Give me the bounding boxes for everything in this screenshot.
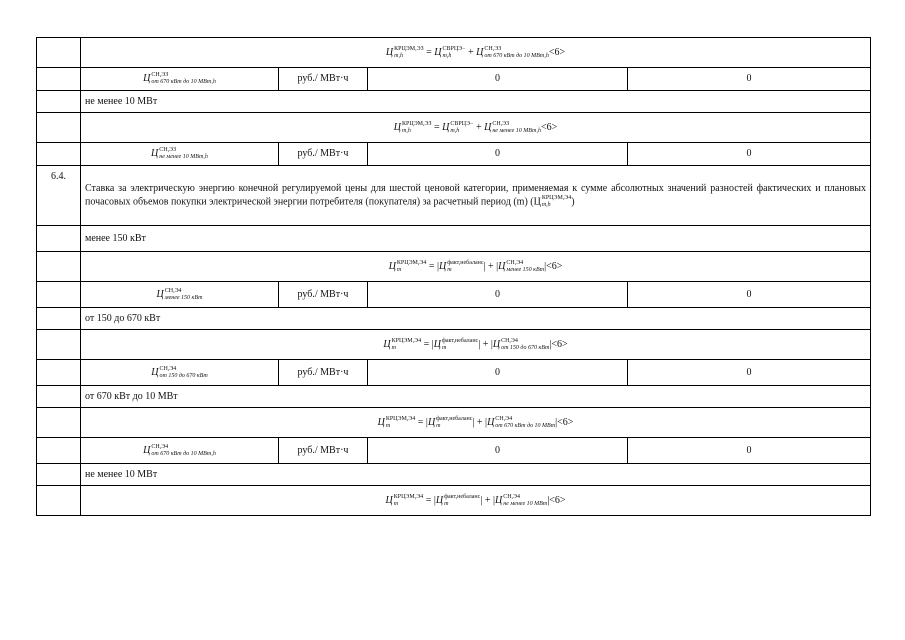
- category-heading: менее 150 кВт: [81, 226, 871, 252]
- formula-cell: [81, 252, 871, 282]
- tariff-symbol-cell: Ц СН,Э4 от 670 кВт до 10 МВт,h: [81, 438, 279, 464]
- value-row-not-less-10mw: [37, 143, 871, 166]
- tariff-symbol-cell: Ц СН,Э4 менее 150 кВт: [81, 282, 279, 308]
- formula: Ц КРЦЭМ,Э4 m = |Ц факт,небаланс m | + |Ц СН,Э4 менее 150 кВт |<6>: [388, 259, 563, 273]
- formula-cell: [81, 113, 871, 143]
- formula-cell: [81, 330, 871, 360]
- value-cell-2: 0: [628, 282, 871, 308]
- unit-cell: руб./ МВт·ч: [279, 68, 368, 91]
- header-row-less-150kw: [37, 226, 871, 252]
- value-row-670-10mw: [37, 68, 871, 91]
- number-cell: [37, 38, 81, 68]
- value-cell-2: 0: [628, 143, 871, 166]
- document-page: [36, 37, 870, 516]
- category-heading: не менее 10 МВт: [81, 464, 871, 486]
- formula-row-less-150kw: [37, 252, 871, 282]
- section-number: 6.4.: [37, 166, 81, 226]
- value-row-less-150kw: [37, 282, 871, 308]
- category-heading: от 670 кВт до 10 МВт: [81, 386, 871, 408]
- formula: Ц КРЦЭМ,ЭЗ m,h = Ц СВРЦЭ− m,h + Ц СН,ЭЗ от 670 кВт до 10 МВт,h <6>: [385, 45, 566, 59]
- unit-cell: руб./ МВт·ч: [279, 143, 368, 166]
- unit-cell: руб./ МВт·ч: [279, 282, 368, 308]
- header-row-not-less-10mw-e4: [37, 464, 871, 486]
- value-cell-1: 0: [368, 68, 628, 91]
- tariff-symbol-cell: Ц СН,ЭЗ не менее 10 МВт,h: [81, 143, 279, 166]
- value-row-150-670kw: [37, 360, 871, 386]
- category-heading: от 150 до 670 кВт: [81, 308, 871, 330]
- tariff-table: [36, 37, 871, 516]
- value-cell-1: 0: [368, 360, 628, 386]
- formula-cell: [81, 38, 871, 68]
- unit-cell: руб./ МВт·ч: [279, 438, 368, 464]
- section-row-6-4: [37, 166, 871, 226]
- formula: Ц КРЦЭМ,ЭЗ m,h = Ц СВРЦЭ− m,h + Ц СН,ЭЗ не менее 10 МВт,h <6>: [393, 120, 558, 134]
- value-cell-2: 0: [628, 360, 871, 386]
- formula-row-150-670kw: [37, 330, 871, 360]
- formula: Ц КРЦЭМ,Э4 m = |Ц факт,небаланс m | + |Ц СН,Э4 от 670 кВт до 10 МВт |<6>: [377, 415, 574, 429]
- header-row-670-10mw-e4: [37, 386, 871, 408]
- formula-row-not-less-10mw: [37, 113, 871, 143]
- header-row-not-less-10mw: [37, 91, 871, 113]
- formula-row-670-10mw-e4: [37, 408, 871, 438]
- formula: Ц КРЦЭМ,Э4 m = |Ц факт,небаланс m | + |Ц СН,Э4 от 150 до 670 кВт |<6>: [383, 337, 568, 351]
- formula-row-670-10mw: [37, 38, 871, 68]
- value-cell-1: 0: [368, 438, 628, 464]
- unit-cell: руб./ МВт·ч: [279, 360, 368, 386]
- tariff-symbol-cell: Ц СН,Э4 от 150 до 670 кВт: [81, 360, 279, 386]
- section-description: Ставка за электрическую энергию конечной регулируемой цены для шестой ценовой категории, применяемая к сумме абсолютных значений разностей фактических и плановых почасовых объемов покупки электрической энергии потребителя (покупателя) за расчетный период (m) (Ц КРЦЭМ,Э4 m,h ): [81, 166, 871, 226]
- value-cell-1: 0: [368, 143, 628, 166]
- formula: Ц КРЦЭМ,Э4 m = |Ц факт,небаланс m | + |Ц СН,Э4 не менее 10 МВт |<6>: [385, 493, 566, 507]
- header-row-150-670kw: [37, 308, 871, 330]
- formula-row-not-less-10mw-e4: [37, 486, 871, 516]
- formula-cell: [81, 408, 871, 438]
- value-cell-2: 0: [628, 68, 871, 91]
- value-cell-2: 0: [628, 438, 871, 464]
- category-heading: не менее 10 МВт: [81, 91, 871, 113]
- value-row-670-10mw-e4: [37, 438, 871, 464]
- formula-cell: [81, 486, 871, 516]
- tariff-symbol-cell: Ц СН,ЭЗ от 670 кВт до 10 МВт,h: [81, 68, 279, 91]
- value-cell-1: 0: [368, 282, 628, 308]
